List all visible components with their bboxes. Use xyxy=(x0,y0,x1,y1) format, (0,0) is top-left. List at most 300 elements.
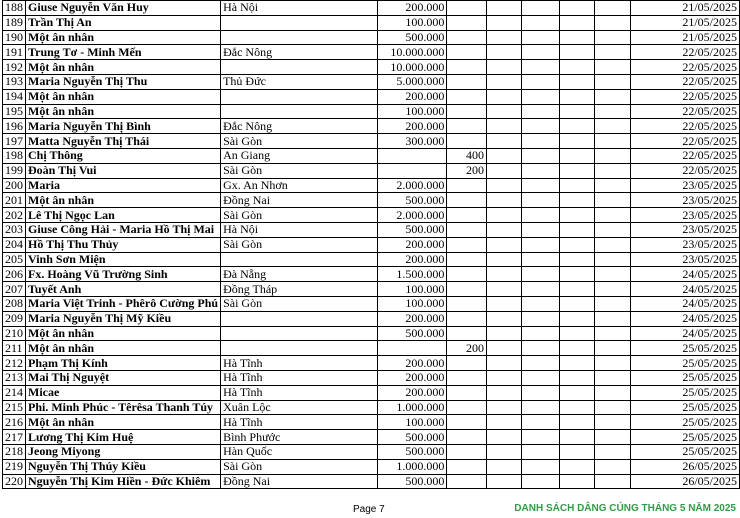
amount-vnd: 1.000.000 xyxy=(377,459,447,474)
amount-usd xyxy=(447,237,487,252)
empty-cell xyxy=(487,89,522,104)
empty-cell xyxy=(595,45,630,60)
row-number: 205 xyxy=(3,252,26,267)
empty-cell xyxy=(559,148,594,163)
table-row xyxy=(3,311,740,326)
donor-place xyxy=(221,89,377,104)
donor-name: Một ân nhân xyxy=(26,89,221,104)
amount-vnd: 500.000 xyxy=(377,222,447,237)
amount-usd xyxy=(447,119,487,134)
empty-cell xyxy=(522,193,559,208)
donor-name: Nguyễn Thị Thúy Kiều xyxy=(26,459,221,474)
donor-place: Hà Tĩnh xyxy=(221,356,377,371)
empty-cell xyxy=(522,341,559,356)
table-row xyxy=(3,415,740,430)
amount-usd xyxy=(447,178,487,193)
amount-usd xyxy=(447,311,487,326)
donor-place: Đắc Nông xyxy=(221,119,377,134)
row-number: 206 xyxy=(3,267,26,282)
donor-place: Sài Gòn xyxy=(221,208,377,223)
amount-vnd: 500.000 xyxy=(377,30,447,45)
empty-cell xyxy=(595,30,630,45)
donation-date: 25/05/2025 xyxy=(630,415,739,430)
page-number: Page 7 xyxy=(353,504,385,515)
amount-usd xyxy=(447,282,487,297)
empty-cell xyxy=(595,252,630,267)
donation-date: 23/05/2025 xyxy=(630,208,739,223)
donor-place: Sài Gòn xyxy=(221,296,377,311)
empty-cell xyxy=(595,222,630,237)
donation-date: 22/05/2025 xyxy=(630,89,739,104)
amount-vnd: 200.000 xyxy=(377,1,447,16)
table-row xyxy=(3,193,740,208)
amount-usd: 200 xyxy=(447,163,487,178)
empty-cell xyxy=(487,134,522,149)
row-number: 214 xyxy=(3,385,26,400)
table-row xyxy=(3,341,740,356)
row-number: 194 xyxy=(3,89,26,104)
donor-name: Đoàn Thị Vui xyxy=(26,163,221,178)
donation-date: 22/05/2025 xyxy=(630,163,739,178)
row-number: 190 xyxy=(3,30,26,45)
empty-cell xyxy=(487,15,522,30)
empty-cell xyxy=(487,444,522,459)
empty-cell xyxy=(595,430,630,445)
empty-cell xyxy=(559,178,594,193)
empty-cell xyxy=(559,193,594,208)
donation-date: 24/05/2025 xyxy=(630,326,739,341)
empty-cell xyxy=(487,474,522,489)
amount-vnd: 200.000 xyxy=(377,311,447,326)
empty-cell xyxy=(487,326,522,341)
donor-place xyxy=(221,311,377,326)
row-number: 218 xyxy=(3,444,26,459)
empty-cell xyxy=(487,222,522,237)
empty-cell xyxy=(595,267,630,282)
row-number: 198 xyxy=(3,148,26,163)
row-number: 202 xyxy=(3,208,26,223)
donor-place: Sài Gòn xyxy=(221,163,377,178)
donation-date: 22/05/2025 xyxy=(630,119,739,134)
donor-name: Maria Việt Trinh - Phêrô Cường Phú xyxy=(26,296,221,311)
table-row xyxy=(3,444,740,459)
empty-cell xyxy=(595,326,630,341)
donation-date: 23/05/2025 xyxy=(630,252,739,267)
empty-cell xyxy=(559,459,594,474)
amount-usd xyxy=(447,385,487,400)
empty-cell xyxy=(559,282,594,297)
amount-usd xyxy=(447,30,487,45)
row-number: 219 xyxy=(3,459,26,474)
amount-usd xyxy=(447,89,487,104)
amount-usd xyxy=(447,45,487,60)
donor-name: Mai Thị Nguyệt xyxy=(26,370,221,385)
donor-name: Trung Tơ - Minh Mến xyxy=(26,45,221,60)
donation-date: 23/05/2025 xyxy=(630,222,739,237)
amount-vnd: 100.000 xyxy=(377,296,447,311)
amount-usd xyxy=(447,208,487,223)
empty-cell xyxy=(522,356,559,371)
donation-date: 25/05/2025 xyxy=(630,385,739,400)
donor-name: Fx. Hoàng Vũ Trường Sinh xyxy=(26,267,221,282)
donation-date: 26/05/2025 xyxy=(630,474,739,489)
row-number: 212 xyxy=(3,356,26,371)
amount-usd xyxy=(447,296,487,311)
row-number: 196 xyxy=(3,119,26,134)
amount-usd xyxy=(447,15,487,30)
donor-place: Sài Gòn xyxy=(221,237,377,252)
donor-name: Tuyết Anh xyxy=(26,282,221,297)
table-row xyxy=(3,400,740,415)
donor-place xyxy=(221,252,377,267)
row-number: 197 xyxy=(3,134,26,149)
row-number: 211 xyxy=(3,341,26,356)
donation-date: 21/05/2025 xyxy=(630,1,739,16)
table-row xyxy=(3,326,740,341)
donor-place xyxy=(221,60,377,75)
amount-vnd: 200.000 xyxy=(377,385,447,400)
table-row xyxy=(3,74,740,89)
empty-cell xyxy=(487,415,522,430)
amount-usd xyxy=(447,370,487,385)
empty-cell xyxy=(595,208,630,223)
empty-cell xyxy=(522,74,559,89)
empty-cell xyxy=(595,60,630,75)
amount-vnd: 5.000.000 xyxy=(377,74,447,89)
amount-vnd: 2.000.000 xyxy=(377,178,447,193)
empty-cell xyxy=(559,163,594,178)
amount-vnd xyxy=(377,148,447,163)
amount-usd xyxy=(447,474,487,489)
empty-cell xyxy=(559,474,594,489)
donation-date: 23/05/2025 xyxy=(630,237,739,252)
empty-cell xyxy=(522,252,559,267)
donation-date: 23/05/2025 xyxy=(630,193,739,208)
donor-name: Nguyễn Thị Kim Hiền - Đức Khiêm xyxy=(26,474,221,489)
donation-date: 22/05/2025 xyxy=(630,45,739,60)
empty-cell xyxy=(595,385,630,400)
empty-cell xyxy=(559,222,594,237)
table-row xyxy=(3,45,740,60)
donor-name: Vinh Sơn Miện xyxy=(26,252,221,267)
donor-place: Xuân Lộc xyxy=(221,400,377,415)
empty-cell xyxy=(559,1,594,16)
donation-date: 25/05/2025 xyxy=(630,356,739,371)
amount-usd xyxy=(447,252,487,267)
empty-cell xyxy=(595,474,630,489)
donation-table-body xyxy=(3,1,740,489)
donation-date: 22/05/2025 xyxy=(630,60,739,75)
donor-name: Lê Thị Ngọc Lan xyxy=(26,208,221,223)
amount-vnd: 100.000 xyxy=(377,15,447,30)
empty-cell xyxy=(487,400,522,415)
empty-cell xyxy=(595,341,630,356)
amount-vnd: 10.000.000 xyxy=(377,45,447,60)
row-number: 199 xyxy=(3,163,26,178)
empty-cell xyxy=(522,60,559,75)
empty-cell xyxy=(595,400,630,415)
empty-cell xyxy=(487,252,522,267)
empty-cell xyxy=(559,385,594,400)
empty-cell xyxy=(487,178,522,193)
row-number: 215 xyxy=(3,400,26,415)
empty-cell xyxy=(487,74,522,89)
amount-usd xyxy=(447,326,487,341)
row-number: 193 xyxy=(3,74,26,89)
empty-cell xyxy=(559,89,594,104)
empty-cell xyxy=(595,89,630,104)
empty-cell xyxy=(559,341,594,356)
amount-usd xyxy=(447,60,487,75)
empty-cell xyxy=(522,237,559,252)
empty-cell xyxy=(522,400,559,415)
empty-cell xyxy=(487,385,522,400)
amount-vnd xyxy=(377,341,447,356)
donor-name: Matta Nguyễn Thị Thái xyxy=(26,134,221,149)
empty-cell xyxy=(487,459,522,474)
empty-cell xyxy=(487,1,522,16)
donor-name: Maria Nguyễn Thị Mỹ Kiều xyxy=(26,311,221,326)
row-number: 210 xyxy=(3,326,26,341)
donor-place: Sài Gòn xyxy=(221,459,377,474)
empty-cell xyxy=(559,134,594,149)
amount-vnd: 500.000 xyxy=(377,193,447,208)
donor-name: Jeong Miyong xyxy=(26,444,221,459)
amount-vnd: 500.000 xyxy=(377,430,447,445)
empty-cell xyxy=(595,311,630,326)
empty-cell xyxy=(522,30,559,45)
row-number: 189 xyxy=(3,15,26,30)
amount-usd xyxy=(447,430,487,445)
amount-usd xyxy=(447,74,487,89)
amount-vnd: 500.000 xyxy=(377,326,447,341)
empty-cell xyxy=(595,104,630,119)
row-number: 216 xyxy=(3,415,26,430)
donor-place: Hàn Quốc xyxy=(221,444,377,459)
empty-cell xyxy=(487,45,522,60)
empty-cell xyxy=(487,60,522,75)
donor-name: Phạm Thị Kính xyxy=(26,356,221,371)
donation-date: 25/05/2025 xyxy=(630,341,739,356)
table-row xyxy=(3,163,740,178)
row-number: 217 xyxy=(3,430,26,445)
amount-usd xyxy=(447,1,487,16)
empty-cell xyxy=(487,119,522,134)
amount-vnd: 200.000 xyxy=(377,356,447,371)
donation-date: 25/05/2025 xyxy=(630,430,739,445)
amount-vnd: 500.000 xyxy=(377,474,447,489)
empty-cell xyxy=(487,104,522,119)
empty-cell xyxy=(559,60,594,75)
donation-date: 26/05/2025 xyxy=(630,459,739,474)
table-row xyxy=(3,15,740,30)
amount-vnd: 1.000.000 xyxy=(377,400,447,415)
donor-name: Maria Nguyễn Thị Thu xyxy=(26,74,221,89)
amount-usd: 400 xyxy=(447,148,487,163)
table-row xyxy=(3,385,740,400)
amount-usd xyxy=(447,134,487,149)
empty-cell xyxy=(559,208,594,223)
empty-cell xyxy=(559,356,594,371)
empty-cell xyxy=(559,104,594,119)
donation-date: 25/05/2025 xyxy=(630,370,739,385)
empty-cell xyxy=(559,252,594,267)
empty-cell xyxy=(487,296,522,311)
donation-date: 22/05/2025 xyxy=(630,74,739,89)
donation-date: 21/05/2025 xyxy=(630,15,739,30)
donation-date: 25/05/2025 xyxy=(630,444,739,459)
empty-cell xyxy=(522,148,559,163)
amount-vnd: 2.000.000 xyxy=(377,208,447,223)
table-row xyxy=(3,459,740,474)
empty-cell xyxy=(522,415,559,430)
amount-vnd: 200.000 xyxy=(377,252,447,267)
empty-cell xyxy=(595,237,630,252)
table-row xyxy=(3,1,740,16)
donor-place: Đà Nẵng xyxy=(221,267,377,282)
donor-name: Một ân nhân xyxy=(26,341,221,356)
table-row xyxy=(3,178,740,193)
amount-usd xyxy=(447,444,487,459)
amount-vnd: 500.000 xyxy=(377,444,447,459)
empty-cell xyxy=(522,178,559,193)
donation-date: 24/05/2025 xyxy=(630,311,739,326)
table-row xyxy=(3,222,740,237)
amount-vnd: 100.000 xyxy=(377,415,447,430)
empty-cell xyxy=(559,267,594,282)
amount-vnd: 200.000 xyxy=(377,237,447,252)
row-number: 203 xyxy=(3,222,26,237)
donor-name: Một ân nhân xyxy=(26,415,221,430)
donor-place: Hà Tĩnh xyxy=(221,415,377,430)
row-number: 192 xyxy=(3,60,26,75)
empty-cell xyxy=(522,459,559,474)
empty-cell xyxy=(522,385,559,400)
empty-cell xyxy=(487,356,522,371)
empty-cell xyxy=(559,30,594,45)
empty-cell xyxy=(487,430,522,445)
amount-vnd: 200.000 xyxy=(377,370,447,385)
donation-date: 23/05/2025 xyxy=(630,178,739,193)
empty-cell xyxy=(487,370,522,385)
amount-usd xyxy=(447,267,487,282)
empty-cell xyxy=(522,134,559,149)
table-row xyxy=(3,296,740,311)
donor-name: Một ân nhân xyxy=(26,326,221,341)
donation-date: 21/05/2025 xyxy=(630,30,739,45)
donor-name: Giuse Nguyễn Văn Huy xyxy=(26,1,221,16)
empty-cell xyxy=(559,370,594,385)
donation-date: 22/05/2025 xyxy=(630,104,739,119)
empty-cell xyxy=(559,415,594,430)
empty-cell xyxy=(487,267,522,282)
row-number: 191 xyxy=(3,45,26,60)
donor-name: Maria Nguyễn Thị Bình xyxy=(26,119,221,134)
empty-cell xyxy=(595,15,630,30)
donor-place xyxy=(221,104,377,119)
empty-cell xyxy=(522,208,559,223)
row-number: 204 xyxy=(3,237,26,252)
amount-usd xyxy=(447,104,487,119)
empty-cell xyxy=(559,237,594,252)
table-row xyxy=(3,119,740,134)
donor-name: Hồ Thị Thu Thủy xyxy=(26,237,221,252)
empty-cell xyxy=(595,148,630,163)
empty-cell xyxy=(595,415,630,430)
donor-place xyxy=(221,15,377,30)
empty-cell xyxy=(522,444,559,459)
donor-name: Micae xyxy=(26,385,221,400)
empty-cell xyxy=(559,296,594,311)
empty-cell xyxy=(559,15,594,30)
empty-cell xyxy=(595,356,630,371)
table-row xyxy=(3,356,740,371)
amount-usd xyxy=(447,356,487,371)
empty-cell xyxy=(522,1,559,16)
donor-place: Bình Phước xyxy=(221,430,377,445)
table-row xyxy=(3,282,740,297)
empty-cell xyxy=(522,104,559,119)
table-row xyxy=(3,89,740,104)
row-number: 220 xyxy=(3,474,26,489)
donor-name: Một ân nhân xyxy=(26,60,221,75)
empty-cell xyxy=(559,311,594,326)
donation-date: 22/05/2025 xyxy=(630,134,739,149)
donor-place: Đắc Nông xyxy=(221,45,377,60)
donation-date: 25/05/2025 xyxy=(630,400,739,415)
amount-vnd: 300.000 xyxy=(377,134,447,149)
empty-cell xyxy=(487,237,522,252)
row-number: 209 xyxy=(3,311,26,326)
amount-vnd: 100.000 xyxy=(377,282,447,297)
donation-date: 22/05/2025 xyxy=(630,148,739,163)
empty-cell xyxy=(522,311,559,326)
empty-cell xyxy=(522,370,559,385)
amount-vnd: 10.000.000 xyxy=(377,60,447,75)
donor-name: Chị Thông xyxy=(26,148,221,163)
donation-date: 24/05/2025 xyxy=(630,267,739,282)
donor-place: Đồng Tháp xyxy=(221,282,377,297)
donor-place: Hà Tĩnh xyxy=(221,385,377,400)
amount-vnd: 100.000 xyxy=(377,104,447,119)
empty-cell xyxy=(522,119,559,134)
table-row xyxy=(3,30,740,45)
empty-cell xyxy=(487,208,522,223)
donor-name: Phi. Minh Phúc - Têrêsa Thanh Túy xyxy=(26,400,221,415)
empty-cell xyxy=(487,341,522,356)
donation-date: 24/05/2025 xyxy=(630,282,739,297)
empty-cell xyxy=(522,267,559,282)
table-row xyxy=(3,208,740,223)
empty-cell xyxy=(595,193,630,208)
row-number: 213 xyxy=(3,370,26,385)
donor-place: An Giang xyxy=(221,148,377,163)
amount-usd xyxy=(447,400,487,415)
empty-cell xyxy=(595,119,630,134)
empty-cell xyxy=(595,282,630,297)
empty-cell xyxy=(522,163,559,178)
empty-cell xyxy=(487,163,522,178)
empty-cell xyxy=(559,45,594,60)
donor-place: Đồng Nai xyxy=(221,474,377,489)
empty-cell xyxy=(487,30,522,45)
donation-date: 24/05/2025 xyxy=(630,296,739,311)
empty-cell xyxy=(522,296,559,311)
empty-cell xyxy=(559,74,594,89)
amount-usd xyxy=(447,459,487,474)
empty-cell xyxy=(595,74,630,89)
empty-cell xyxy=(595,444,630,459)
